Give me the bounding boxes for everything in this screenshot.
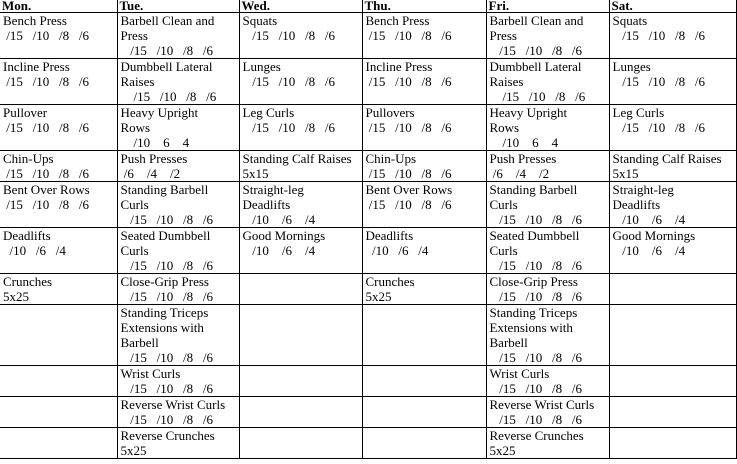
exercise-cell-tue xyxy=(117,397,239,428)
exercise-cell-fri xyxy=(486,105,609,151)
exercise-cell-tue xyxy=(117,228,239,274)
exercise-row xyxy=(0,105,736,151)
exercise-cell-wed xyxy=(239,428,362,459)
exercise-cell-fri xyxy=(486,151,609,182)
exercise-cell-thu xyxy=(362,428,486,459)
exercise-cell-thu xyxy=(362,305,486,366)
exercise-sets: /15 /10 /8 /6 xyxy=(3,28,89,43)
exercise-cell-wed xyxy=(239,105,362,151)
exercise-cell-sat xyxy=(609,397,736,428)
exercise-cell-thu xyxy=(362,182,486,228)
exercise-name: Heavy Upright Rows xyxy=(120,105,199,135)
exercise-cell-fri xyxy=(486,305,609,366)
exercise-sets: /15 /10 /8 /6 xyxy=(612,120,705,135)
exercise-sets: /10 6 4 xyxy=(489,135,559,150)
exercise-cell-wed xyxy=(239,182,362,228)
exercise-name: Reverse Wrist Curls xyxy=(489,397,595,412)
exercise-cell-wed xyxy=(239,13,362,59)
exercise-row xyxy=(0,397,736,428)
exercise-cell-fri xyxy=(486,428,609,459)
exercise-name: Deadlifts xyxy=(365,228,414,243)
exercise-sets: /15 /10 /8 /6 xyxy=(3,166,89,181)
exercise-cell-sat xyxy=(609,305,736,366)
exercise-sets: /15 /10 /8 /6 xyxy=(612,28,705,43)
exercise-row xyxy=(0,59,736,105)
schedule-body xyxy=(0,13,736,459)
exercise-cell-fri xyxy=(486,366,609,397)
exercise-name: Good Mornings xyxy=(612,228,696,243)
exercise-cell-thu xyxy=(362,397,486,428)
exercise-name: Reverse Crunches xyxy=(489,428,584,443)
exercise-name: Standing Barbell Curls xyxy=(120,182,209,212)
exercise-sets: /15 /10 /8 /6 xyxy=(489,350,582,365)
exercise-cell-wed xyxy=(239,151,362,182)
exercise-name: Incline Press xyxy=(365,59,433,74)
exercise-cell-mon xyxy=(0,228,117,274)
exercise-sets: /15 /10 /8 /6 xyxy=(365,74,452,89)
day-header-mon: Mon. xyxy=(0,0,117,13)
exercise-cell-tue xyxy=(117,274,239,305)
exercise-name: Bent Over Rows xyxy=(3,182,90,197)
day-header-thu: Thu. xyxy=(362,0,486,13)
exercise-cell-mon xyxy=(0,274,117,305)
exercise-cell-thu xyxy=(362,59,486,105)
exercise-name: Push Presses xyxy=(489,151,557,166)
exercise-name: Crunches xyxy=(3,274,53,289)
exercise-sets: 5x25 xyxy=(489,443,516,458)
exercise-cell-mon xyxy=(0,397,117,428)
exercise-sets: /15 /10 /8 /6 xyxy=(120,89,217,104)
exercise-name: Wrist Curls xyxy=(489,366,550,381)
exercise-name: Lunges xyxy=(242,59,281,74)
exercise-sets: /15 /10 /8 /6 xyxy=(489,212,582,227)
exercise-sets: /15 /10 /8 /6 xyxy=(120,258,213,273)
exercise-sets: /15 /10 /8 /6 xyxy=(120,381,213,396)
exercise-cell-sat xyxy=(609,151,736,182)
exercise-name: Push Presses xyxy=(120,151,188,166)
exercise-cell-mon xyxy=(0,366,117,397)
exercise-name: Pullovers xyxy=(365,105,415,120)
exercise-sets: /15 /10 /8 /6 xyxy=(365,197,452,212)
exercise-name: Close-Grip Press xyxy=(120,274,209,289)
exercise-cell-sat xyxy=(609,228,736,274)
exercise-sets: /15 /10 /8 /6 xyxy=(3,74,89,89)
exercise-row xyxy=(0,305,736,366)
exercise-cell-tue xyxy=(117,13,239,59)
exercise-name: Reverse Crunches xyxy=(120,428,215,443)
exercise-name: Barbell Clean and Press xyxy=(489,13,584,43)
exercise-cell-fri xyxy=(486,397,609,428)
exercise-cell-thu xyxy=(362,366,486,397)
exercise-sets: 5x15 xyxy=(242,166,269,181)
exercise-cell-thu xyxy=(362,151,486,182)
exercise-cell-thu xyxy=(362,13,486,59)
exercise-name: Incline Press xyxy=(3,59,70,74)
exercise-sets: /15 /10 /8 /6 xyxy=(120,212,213,227)
exercise-sets: /10 /6 /4 xyxy=(612,212,686,227)
exercise-name: Deadlifts xyxy=(3,228,51,243)
exercise-row xyxy=(0,366,736,397)
day-header-fri: Fri. xyxy=(486,0,609,13)
exercise-cell-tue xyxy=(117,305,239,366)
exercise-cell-mon xyxy=(0,182,117,228)
exercise-sets: /15 /10 /8 /6 xyxy=(489,89,586,104)
exercise-sets: /10 /6 /4 xyxy=(365,243,429,258)
exercise-sets: /10 /6 /4 xyxy=(242,243,316,258)
exercise-sets: /10 /6 /4 xyxy=(612,243,686,258)
exercise-cell-mon xyxy=(0,428,117,459)
exercise-sets: /10 /6 /4 xyxy=(242,212,316,227)
day-header-wed: Wed. xyxy=(239,0,362,13)
exercise-sets: /15 /10 /8 /6 xyxy=(120,350,213,365)
exercise-name: Straight-leg Deadlifts xyxy=(612,182,674,212)
exercise-row xyxy=(0,274,736,305)
exercise-cell-tue xyxy=(117,59,239,105)
exercise-name: Bench Press xyxy=(365,13,430,28)
exercise-cell-sat xyxy=(609,182,736,228)
exercise-name: Crunches xyxy=(365,274,415,289)
exercise-cell-wed xyxy=(239,397,362,428)
exercise-sets: /10 6 4 xyxy=(120,135,190,150)
exercise-sets: /15 /10 /8 /6 xyxy=(489,412,582,427)
exercise-cell-fri xyxy=(486,13,609,59)
exercise-cell-sat xyxy=(609,105,736,151)
exercise-sets: /15 /10 /8 /6 xyxy=(489,381,582,396)
exercise-sets: /15 /10 /8 /6 xyxy=(3,197,89,212)
exercise-name: Barbell Clean and Press xyxy=(120,13,215,43)
exercise-sets: 5x15 xyxy=(612,166,639,181)
exercise-name: Bench Press xyxy=(3,13,67,28)
exercise-name: Good Mornings xyxy=(242,228,326,243)
exercise-cell-fri xyxy=(486,59,609,105)
exercise-cell-sat xyxy=(609,13,736,59)
exercise-row xyxy=(0,151,736,182)
exercise-name: Leg Curls xyxy=(242,105,295,120)
exercise-row xyxy=(0,428,736,459)
exercise-cell-thu xyxy=(362,105,486,151)
exercise-cell-fri xyxy=(486,182,609,228)
exercise-cell-wed xyxy=(239,366,362,397)
exercise-name: Dumbbell Lateral Raises xyxy=(120,59,213,89)
exercise-name: Lunges xyxy=(612,59,651,74)
exercise-cell-sat xyxy=(609,428,736,459)
exercise-sets: 5x25 xyxy=(365,289,392,304)
exercise-name: Close-Grip Press xyxy=(489,274,578,289)
exercise-name: Pullover xyxy=(3,105,48,120)
exercise-cell-wed xyxy=(239,274,362,305)
exercise-sets: /15 /10 /8 /6 xyxy=(612,74,705,89)
exercise-name: Reverse Wrist Curls xyxy=(120,397,226,412)
exercise-cell-mon xyxy=(0,59,117,105)
exercise-cell-thu xyxy=(362,228,486,274)
exercise-name: Leg Curls xyxy=(612,105,665,120)
exercise-name: Squats xyxy=(612,13,648,28)
exercise-sets: /15 /10 /8 /6 xyxy=(242,28,335,43)
exercise-name: Standing Calf Raises xyxy=(242,151,352,166)
exercise-cell-sat xyxy=(609,366,736,397)
exercise-row xyxy=(0,13,736,59)
exercise-cell-tue xyxy=(117,182,239,228)
exercise-sets: /15 /10 /8 /6 xyxy=(489,258,582,273)
exercise-cell-tue xyxy=(117,428,239,459)
exercise-cell-tue xyxy=(117,151,239,182)
exercise-name: Standing Barbell Curls xyxy=(489,182,578,212)
exercise-sets: /15 /10 /8 /6 xyxy=(365,120,452,135)
exercise-cell-wed xyxy=(239,305,362,366)
exercise-sets: /15 /10 /8 /6 xyxy=(365,28,452,43)
exercise-name: Chin-Ups xyxy=(365,151,417,166)
exercise-cell-sat xyxy=(609,274,736,305)
exercise-cell-wed xyxy=(239,59,362,105)
exercise-name: Wrist Curls xyxy=(120,366,181,381)
exercise-cell-mon xyxy=(0,13,117,59)
exercise-row xyxy=(0,228,736,274)
exercise-name: Straight-leg Deadlifts xyxy=(242,182,304,212)
exercise-sets: /15 /10 /8 /6 xyxy=(489,43,582,58)
exercise-name: Seated Dumbbell Curls xyxy=(120,228,211,258)
exercise-cell-mon xyxy=(0,105,117,151)
exercise-cell-fri xyxy=(486,228,609,274)
exercise-name: Dumbbell Lateral Raises xyxy=(489,59,582,89)
exercise-row xyxy=(0,182,736,228)
exercise-sets: /6 /4 /2 xyxy=(489,166,550,181)
exercise-sets: /15 /10 /8 /6 xyxy=(120,289,213,304)
day-header-sat: Sat. xyxy=(609,0,736,13)
exercise-cell-tue xyxy=(117,366,239,397)
exercise-cell-mon xyxy=(0,305,117,366)
exercise-name: Squats xyxy=(242,13,278,28)
exercise-cell-sat xyxy=(609,59,736,105)
exercise-sets: 5x25 xyxy=(3,289,29,304)
day-header-tue: Tue. xyxy=(117,0,239,13)
exercise-name: Standing Calf Raises xyxy=(612,151,722,166)
exercise-sets: /6 /4 /2 xyxy=(120,166,181,181)
exercise-sets: /15 /10 /8 /6 xyxy=(489,289,582,304)
exercise-cell-fri xyxy=(486,274,609,305)
exercise-cell-mon xyxy=(0,151,117,182)
exercise-name: Bent Over Rows xyxy=(365,182,453,197)
exercise-name: Heavy Upright Rows xyxy=(489,105,568,135)
exercise-name: Chin-Ups xyxy=(3,151,54,166)
exercise-sets: /15 /10 /8 /6 xyxy=(242,120,335,135)
exercise-sets: /15 /10 /8 /6 xyxy=(120,412,213,427)
exercise-sets: 5x25 xyxy=(120,443,147,458)
day-header-row xyxy=(0,0,736,13)
exercise-cell-tue xyxy=(117,105,239,151)
exercise-cell-wed xyxy=(239,228,362,274)
exercise-cell-thu xyxy=(362,274,486,305)
exercise-sets: /15 /10 /8 /6 xyxy=(3,120,89,135)
exercise-name: Seated Dumbbell Curls xyxy=(489,228,580,258)
exercise-name: Standing Triceps Extensions with Barbell xyxy=(120,305,209,350)
exercise-sets: /15 /10 /8 /6 xyxy=(120,43,213,58)
exercise-name: Standing Triceps Extensions with Barbell xyxy=(489,305,578,350)
exercise-sets: /15 /10 /8 /6 xyxy=(365,166,452,181)
exercise-sets: /10 /6 /4 xyxy=(3,243,66,258)
exercise-sets: /15 /10 /8 /6 xyxy=(242,74,335,89)
